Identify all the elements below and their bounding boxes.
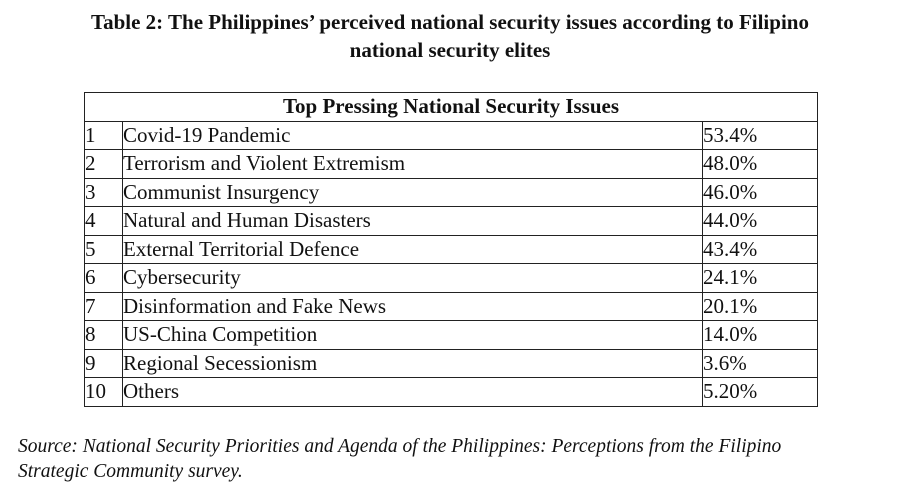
table-body [85, 121, 818, 406]
table-caption [0, 8, 900, 64]
rank-cell: 2 [85, 150, 123, 179]
table-row [85, 349, 818, 378]
percent-cell: 46.0% [703, 178, 818, 207]
percent-cell: 3.6% [703, 349, 818, 378]
table-row [85, 264, 818, 293]
rank-cell: 3 [85, 178, 123, 207]
table-header: Top Pressing National Security Issues [85, 93, 818, 122]
table-row [85, 378, 818, 407]
percent-cell: 20.1% [703, 292, 818, 321]
issue-cell: Others [123, 378, 703, 407]
percent-cell: 5.20% [703, 378, 818, 407]
source-note-line-1: Source: National Security Priorities and Agenda of the Philippines: Perceptions from the Filipino [18, 436, 782, 457]
issue-cell: Cybersecurity [123, 264, 703, 293]
rank-cell: 4 [85, 207, 123, 236]
table-caption-line-2: national security elites [349, 38, 551, 62]
rank-cell: 10 [85, 378, 123, 407]
table-row [85, 207, 818, 236]
rank-cell: 6 [85, 264, 123, 293]
table-caption-line-1: Table 2: The Philippines’ perceived national security issues according to Filipino [91, 10, 809, 34]
issue-cell: Regional Secessionism [123, 349, 703, 378]
table-header-row [85, 93, 818, 122]
percent-cell: 14.0% [703, 321, 818, 350]
percent-cell: 24.1% [703, 264, 818, 293]
issue-cell: External Territorial Defence [123, 235, 703, 264]
issue-cell: US-China Competition [123, 321, 703, 350]
percent-cell: 43.4% [703, 235, 818, 264]
issue-cell: Terrorism and Violent Extremism [123, 150, 703, 179]
source-note [18, 434, 888, 484]
rank-cell: 5 [85, 235, 123, 264]
rank-cell: 8 [85, 321, 123, 350]
issue-cell: Communist Insurgency [123, 178, 703, 207]
source-note-line-2: Strategic Community survey. [18, 461, 243, 482]
percent-cell: 48.0% [703, 150, 818, 179]
table-row [85, 150, 818, 179]
issue-cell: Covid-19 Pandemic [123, 121, 703, 150]
percent-cell: 44.0% [703, 207, 818, 236]
table-row [85, 235, 818, 264]
rank-cell: 1 [85, 121, 123, 150]
table-row [85, 121, 818, 150]
table-row [85, 321, 818, 350]
percent-cell: 53.4% [703, 121, 818, 150]
security-issues-table [84, 92, 818, 407]
rank-cell: 9 [85, 349, 123, 378]
rank-cell: 7 [85, 292, 123, 321]
table-row [85, 178, 818, 207]
table-row [85, 292, 818, 321]
issue-cell: Natural and Human Disasters [123, 207, 703, 236]
issue-cell: Disinformation and Fake News [123, 292, 703, 321]
